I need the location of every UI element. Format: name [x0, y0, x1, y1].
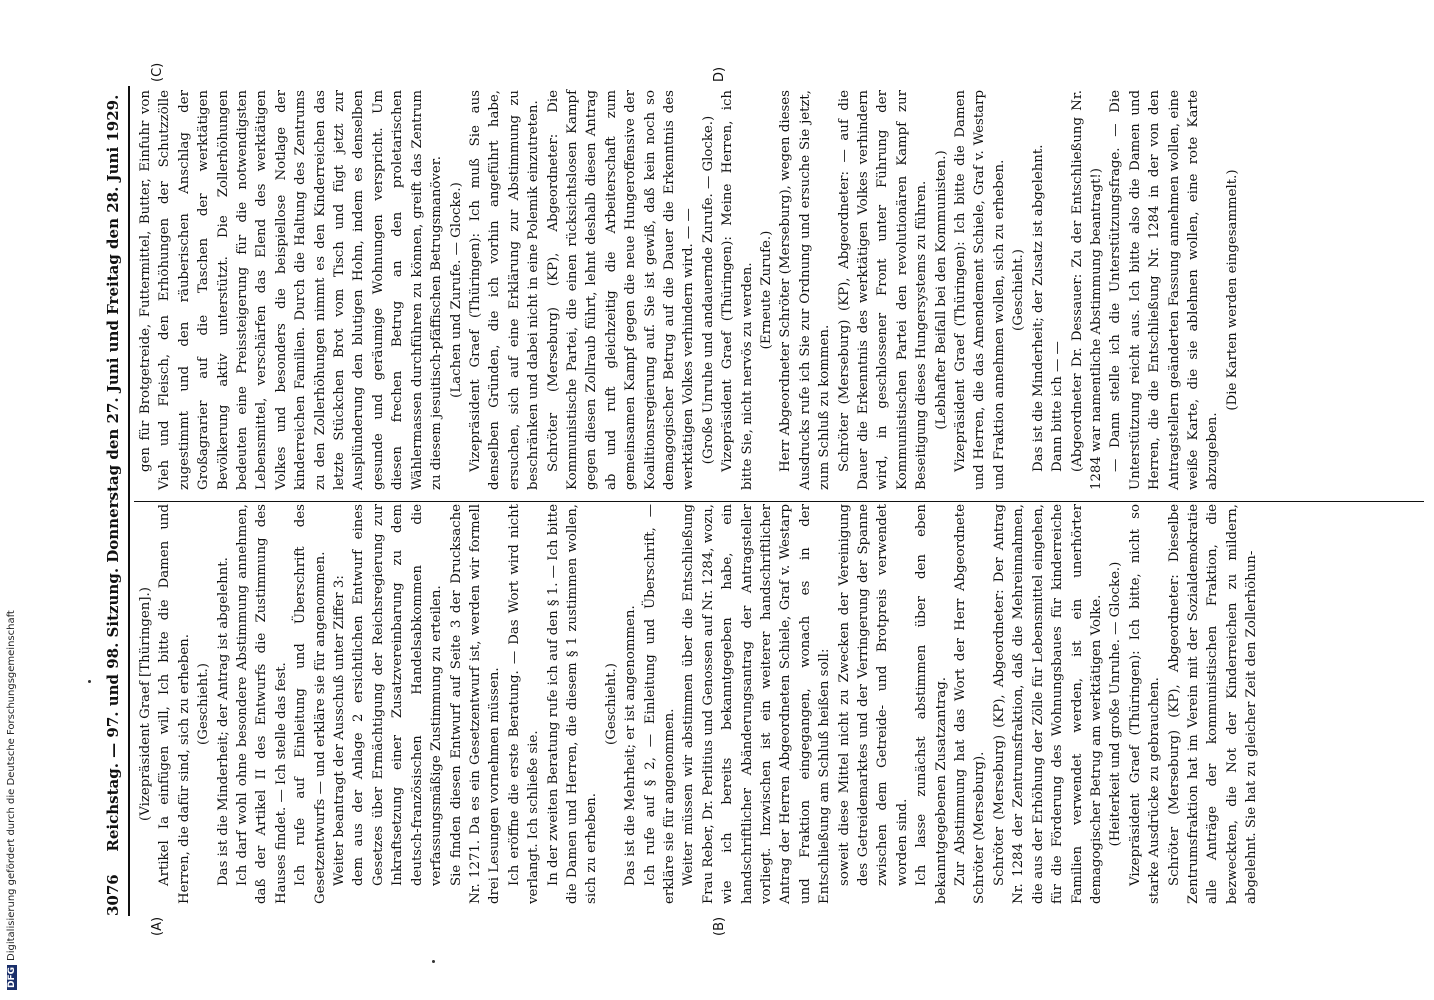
- left-column-paragraph: Das ist die Minderheit; der Antrag ist abgelehnt.: [215, 557, 231, 886]
- left-column-paragraph: Ich rufe auf Einleitung und Überschrift des Gesetzentwurfs — und erkläre sie für angenommen.: [293, 504, 328, 904]
- footer-text: Digitalisierung gefördert durch die Deutsche Forschungsgemeinschaft: [6, 610, 17, 961]
- margin-letter-a: (A): [150, 916, 165, 936]
- right-column-paragraph: Das ist die Minderheit; der Zusatz ist abgelehnt.: [1030, 144, 1046, 472]
- dfg-logo: DFG: [6, 966, 17, 988]
- left-column-paragraph: (Heiterkeit und große Unruhe. — Glocke.): [1108, 561, 1124, 847]
- left-column-paragraph: Ich eröffne die erste Beratung. — Das Wort wird nicht verlangt. Ich schließe sie.: [506, 504, 542, 904]
- left-column-paragraph: soweit diese Mittel nicht zu Zwecken der Vereinigung des Getreidemarktes und der Verringerung der Spanne zwischen dem Getreide- und Brotpreis verwendet worden sind.: [836, 504, 910, 886]
- left-column: [136, 504, 1262, 904]
- left-column-paragraph: Vizepräsident Graef (Thüringen): Ich bitte, nicht so starke Ausdrücke zu gebrauchen.: [1127, 504, 1163, 904]
- left-column-paragraph: In der zweiten Beratung rufe ich auf den § 1. — Ich bitte die Damen und Herren, die diesem § 1 zustimmen wollen, sich zu erheben.: [545, 503, 600, 904]
- page-number: 3076: [104, 874, 122, 916]
- right-column-paragraph: Vizepräsident Graef (Thüringen): Ich muß Sie aus denselben Gründen, die ich vorhin angeführt habe, ersuchen, sich auf eine Erklärung zur Abstimmung zu beschränken und dabei nicht in eine Polemik einzutreten.: [467, 90, 542, 490]
- right-column-paragraph: Herr Abgeordneter Schröter (Merseburg), wegen dieses Ausdrucks rufe ich Sie zur Ordnung und ersuche Sie jetzt, zum Schluß zu kommen.: [778, 90, 833, 490]
- scan-speck: [88, 680, 91, 683]
- right-column-paragraph: (Erneute Zurufe.): [759, 230, 774, 350]
- right-column-paragraph: (Lachen und Zurufe. — Glocke.): [448, 182, 464, 398]
- right-column-paragraph: Schröter (Merseburg) (KP), Abgeordneter: — auf die Dauer die Erkenntnis des werktätigen Volkes verhindern wird, in geschlossener Front unter Führung der Kommunistischen Partei den revolutionären Kampf zur Beseitigung dieses Hungersystems zu führen.: [836, 90, 930, 490]
- right-column-paragraph: Vizepräsident Graef (Thüringen): Ich bitte die Damen und Herren, die das Amendement Schiele, Graf v. Westarp und Fraktion annehmen wollen, sich zu erheben.: [953, 90, 1007, 490]
- right-column-paragraph: — Dann stelle ich die Unterstützungsfrage. — Die Unterstützung reicht aus. Ich bitte also die Damen und Herren, die die Entschließung Nr. 1284 in der von den Antragstellern geänderten Fassung annehmen wollen, eine weiße Karte, die sie ablehnen wollen, eine rote Karte abzugeben.: [1108, 90, 1221, 490]
- left-column-paragraph: (Geschieht.): [196, 663, 212, 745]
- margin-letter-c: (C): [150, 62, 165, 82]
- right-column-paragraph: (Abgeordneter Dr. Dessauer: Zu der Entschließung Nr. 1284 war namentliche Abstimmung beantragt!): [1069, 90, 1104, 490]
- right-column-paragraph: (Geschieht.): [1011, 249, 1027, 331]
- left-column-paragraph: Ich lasse zunächst abstimmen über den eben bekanntgegebenen Zusatzantrag.: [914, 504, 949, 904]
- left-column-paragraph: Ich rufe auf § 2, — Einleitung und Überschrift, — erkläre sie für angenommen.: [642, 504, 677, 904]
- header-rule: [128, 86, 130, 916]
- right-column-paragraph: Dann bitte ich — —: [1050, 341, 1066, 472]
- left-column-paragraph: Schröter (Merseburg) (KP), Abgeordneter: Der Antrag Nr. 1284 der Zentrumsfraktion, daß die Mehreinnahmen, die aus der Erhöhung der Zölle für Lebensmittel eingehen, für die Förderung des Wohnungsbaues für kinderreiche Familien verwendet werden, ist ein unerhörter demagogischer Betrug am werktätigen Volke.: [991, 504, 1104, 904]
- right-column-paragraph: (Große Unruhe und andauernde Zurufe. — Glocke.): [700, 115, 716, 465]
- right-column: [136, 90, 1242, 490]
- scan-speck: [432, 960, 435, 963]
- page-footer: [6, 610, 17, 990]
- page-header: [104, 86, 128, 916]
- right-column-paragraph: (Die Karten werden eingesammelt.): [1224, 169, 1240, 411]
- left-column-paragraph: (Vizepräsident Graef [Thüringen].): [138, 587, 153, 821]
- left-column-paragraph: Weiter müssen wir abstimmen über die Entschließung Frau Reber, Dr. Perlitius und Genossen auf Nr. 1284, wozu, wie ich bereits bekanntgegeben habe, ein handschriftlicher Abänderungsantrag der Antragsteller vorliegt. Inzwischen ist ein weiterer handschriftlicher Antrag der Herren Abgeordneten Schiele, Graf v. Westarp und Fraktion eingegangen, wonach es in der Entschließung am Schluß heißen soll:: [681, 504, 833, 904]
- right-column-paragraph: Schröter (Merseburg) (KP), Abgeordneter: Die Kommunistische Partei, die einen rücksichtslosen Kampf gegen diesen Zollraub führt, lehnt deshalb diesen Antrag ab und ruft gleichzeitig die Arbeiterschaft zum gemeinsamen Kampf gegen die neue Hungeroffensive der Koalitionsregierung auf. Sie ist gewiß, daß kein noch so demagogischer Betrug auf die Dauer die Erkenntnis des werktätigen Volkes verhindern wird. — —: [545, 90, 697, 490]
- left-column-paragraph: dem aus der Anlage 2 ersichtlichen Entwurf eines Gesetzes über Ermächtigung der Reichsregierung zur Inkraftsetzung einer Zusatzvereinbarung zu dem deutsch-französischen Handelsabkommen die verfassungsmäßige Zustimmung zu erteilen.: [351, 504, 445, 886]
- left-column-paragraph: (Geschieht.): [603, 663, 619, 745]
- left-column-paragraph: Artikel Ia einfügen will, Ich bitte die Damen und Herren, die dafür sind, sich zu erheben.: [157, 504, 192, 904]
- right-column-paragraph: Vizepräsident Graef (Thüringen): Meine Herren, ich bitte Sie, nicht nervös zu werden.: [720, 90, 755, 490]
- left-column-paragraph: Sie finden diesen Entwurf auf Seite 3 der Drucksache Nr. 1271. Da es ein Gesetzentwurf ist, werden wir formell drei Lesungen vornehmen müssen.: [448, 504, 503, 904]
- left-column-paragraph: Schröter (Merseburg) (KP), Abgeordneter: Dieselbe Zentrumsfraktion hat im Verein mit der Sozialdemokratie alle Anträge der kommunistischen Fraktion, die bezweckten, die Not der Kinderreichen zu mildern, abgelehnt. Sie hat zu gleicher Zeit den Zollerhöhun-: [1166, 504, 1260, 904]
- column-divider: [134, 501, 1424, 502]
- left-column-paragraph: Ich darf wohl ohne besondere Abstimmung annehmen, daß der Artikel II des Entwurfs die Zustimmung des Hauses findet. — Ich stelle das fest.: [235, 504, 289, 904]
- left-column-paragraph: Zur Abstimmung hat das Wort der Herr Abgeordnete Schröter (Merseburg).: [953, 504, 988, 904]
- left-column-paragraph: Weiter beantragt der Ausschuß unter Ziffer 3:: [332, 575, 348, 886]
- right-column-paragraph: (Lebhafter Beifall bei den Kommunisten.): [933, 150, 949, 430]
- margin-letter-b: (B): [712, 916, 727, 936]
- right-column-paragraph: gen für Brotgetreide, Futtermittel, Butter, Einfuhr von Vieh und Fleisch, den Erhöhungen der Schutzzölle zugestimmt und den räuberischen Anschlag der Großagrarier auf die Taschen der werktätigen Bevölkerung aktiv unterstützt. Die Zollerhöhungen bedeuten eine Preissteigerung für die notwendigsten Lebensmittel, verschärfen das Elend des werktätigen Volkes und besonders die beispiellose Notlage der kinderreichen Familien. Durch die Haltung des Zentrums zu den Zollerhöhungen nimmt es den Kinderreichen das letzte Stückchen Brot vom Tisch und fügt jetzt zur Ausplünderung den blutigen Hohn, indem es denselben gesunde und geräumige Wohnungen verspricht. Um diesen frechen Betrug an den proletarischen Wählermassen durchführen zu können, greift das Zentrum zu diesem jesuitisch-pfäffischen Betrugsmanöver.: [138, 90, 445, 490]
- header-title: Reichstag. — 97. und 98. Sitzung. Donnerstag den 27. Juni und Freitag den 28. Juni 1929.: [104, 94, 122, 852]
- left-column-paragraph: Das ist die Mehrheit; er ist angenommen.: [623, 605, 639, 886]
- margin-letter-d: D): [712, 66, 727, 82]
